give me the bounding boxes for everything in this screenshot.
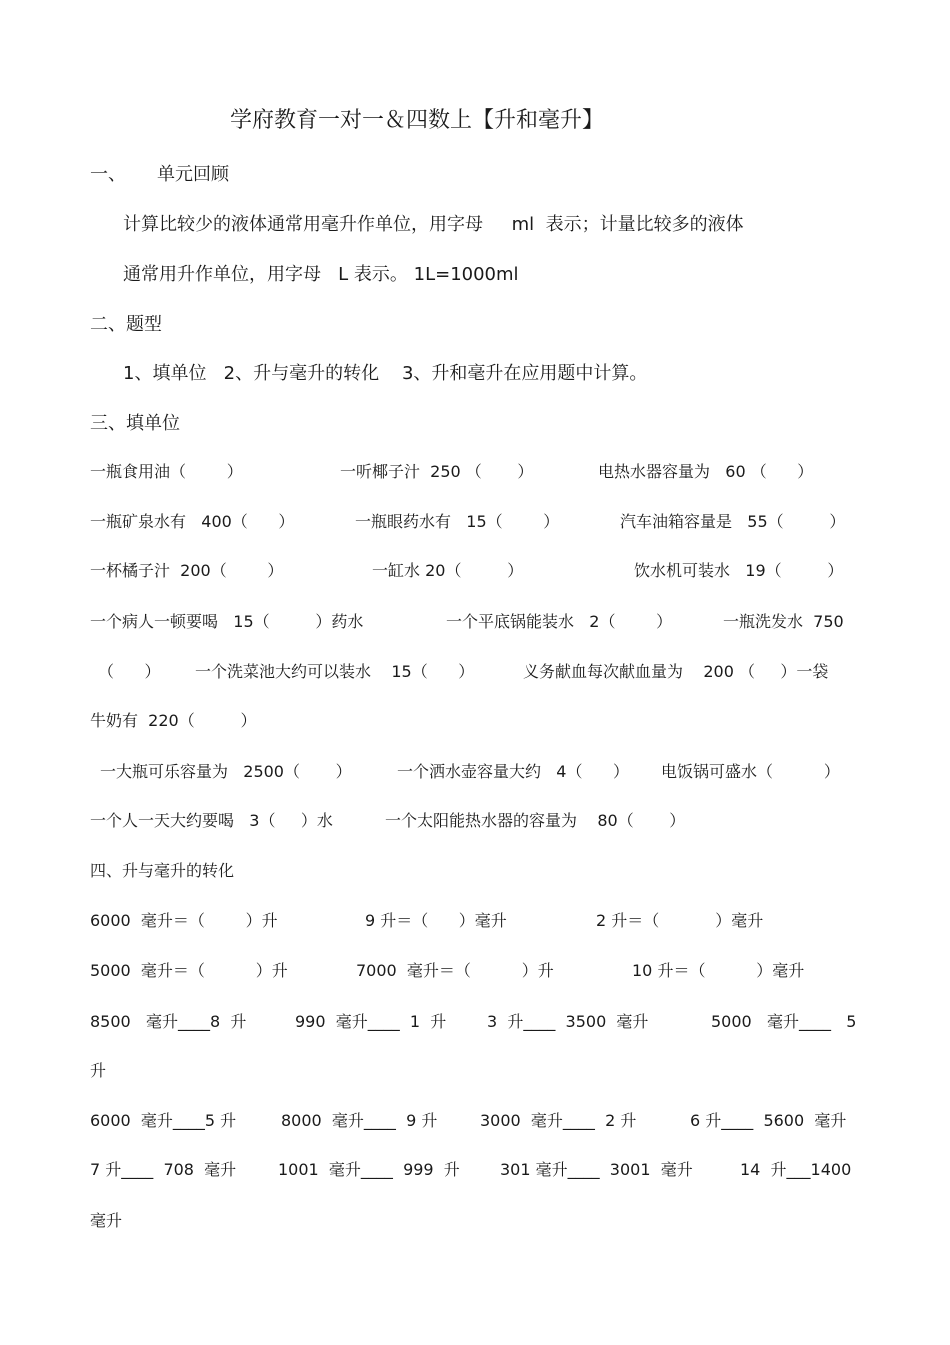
comparison-item: 8500 毫升____8 升 [90, 1012, 247, 1031]
fill-unit-item: 电饭锅可盛水（ ） [661, 762, 840, 781]
comparison-item: 8000 毫升____ 9 升 [281, 1111, 438, 1130]
section-1-number: 一、 [90, 164, 126, 185]
fill-unit-item: 一个人一天大约要喝 3（ ）水 [90, 811, 333, 830]
comparison-item: 990 毫升____ 1 升 [295, 1012, 447, 1031]
comparison-item: 3000 毫升____ 2 升 [480, 1111, 637, 1130]
comparison-item: 14 升___1400 [740, 1160, 852, 1179]
conversion-item: 9 升＝（ ）毫升 [365, 911, 507, 930]
fill-unit-item: 一听椰子汁 250 （ ） [340, 462, 534, 481]
question-types: 1、填单位 2、升与毫升的转化 3、升和毫升在应用题中计算。 [123, 363, 648, 384]
comparison-item: 6000 毫升____5 升 [90, 1111, 237, 1130]
fill-unit-item: （ ） [98, 662, 161, 681]
conversion-item: 6000 毫升＝（ ）升 [90, 911, 278, 930]
fill-unit-item: 饮水机可装水 19（ ） [634, 561, 844, 580]
fill-unit-item: 一大瓶可乐容量为 2500（ ） [100, 762, 352, 781]
review-text-line-1: 计算比较少的液体通常用毫升作单位，用字母 ml 表示；计量比较多的液体 [123, 214, 744, 235]
fill-unit-item: 一缸水 20（ ） [372, 561, 524, 580]
fill-unit-item: 一瓶食用油（ ） [90, 462, 243, 481]
section-1-heading: 单元回顾 [157, 164, 229, 185]
comparison-item: 7 升____ 708 毫升 [90, 1160, 237, 1179]
fill-unit-item: 一瓶矿泉水有 400（ ） [90, 512, 295, 531]
conversion-item: 7000 毫升＝（ ）升 [356, 961, 554, 980]
fill-unit-item: 汽车油箱容量是 55（ ） [620, 512, 846, 531]
fill-unit-item: 一杯橘子汁 200（ ） [90, 561, 284, 580]
fill-unit-item: 一个洒水壶容量大约 4（ ） [397, 762, 629, 781]
comparison-item: 6 升____ 5600 毫升 [690, 1111, 847, 1130]
comparison-item: 毫升 [90, 1211, 123, 1230]
section-2-heading: 二、题型 [90, 314, 162, 335]
fill-unit-item: 一个平底锅能装水 2（ ） [446, 612, 673, 631]
fill-unit-item: 一瓶洗发水 750 [723, 612, 844, 631]
comparison-item: 5000 毫升____ 5 [711, 1012, 857, 1031]
fill-unit-item: 一瓶眼药水有 15（ ） [355, 512, 560, 531]
fill-unit-item: 一个病人一顿要喝 15（ ）药水 [90, 612, 364, 631]
conversion-item: 10 升＝（ ）毫升 [632, 961, 805, 980]
page-title: 学府教育一对一＆四数上【升和毫升】 [230, 108, 605, 133]
section-4-heading: 四、升与毫升的转化 [90, 861, 235, 880]
section-3-heading: 三、填单位 [90, 413, 180, 434]
comparison-item: 301 毫升____ 3001 毫升 [500, 1160, 693, 1179]
comparison-item: 3 升____ 3500 毫升 [487, 1012, 649, 1031]
fill-unit-item: 电热水器容量为 60 （ ） [598, 462, 814, 481]
conversion-item: 5000 毫升＝（ ）升 [90, 961, 288, 980]
fill-unit-item: 一个洗菜池大约可以装水 15（ ） [195, 662, 475, 681]
conversion-item: 2 升＝（ ）毫升 [596, 911, 764, 930]
fill-unit-item: 一个太阳能热水器的容量为 80（ ） [385, 811, 686, 830]
comparison-item: 升 [90, 1061, 107, 1080]
fill-unit-item: 牛奶有 220（ ） [90, 711, 257, 730]
review-text-line-2: 通常用升作单位，用字母 L 表示。 1L=1000ml [123, 264, 519, 285]
comparison-item: 1001 毫升____ 999 升 [278, 1160, 460, 1179]
fill-unit-item: 义务献血每次献血量为 200 （ ）一袋 [523, 662, 829, 681]
